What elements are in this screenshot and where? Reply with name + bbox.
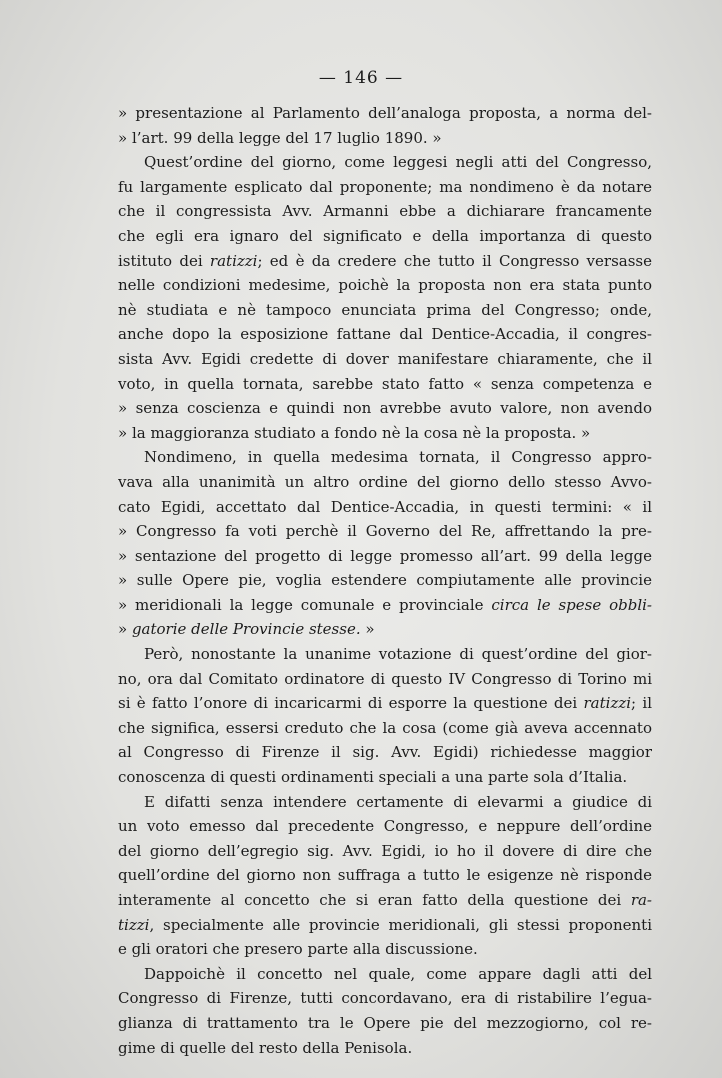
italic-segment: ratizzi	[583, 694, 632, 713]
text-segment: e gli oratori che presero parte alla discussione.	[118, 940, 478, 959]
text-segment: nelle condizioni medesime, poichè la proposta non era stata punto	[118, 276, 652, 295]
text-line	[118, 691, 652, 716]
text-line	[118, 740, 652, 765]
text-line	[118, 519, 652, 544]
text-line	[118, 544, 652, 569]
text-line	[118, 322, 652, 347]
italic-segment: ratizzi	[209, 251, 258, 270]
text-segment: » presentazione al Parlamento dell’analoga proposta, a norma del-	[118, 104, 652, 122]
text-line	[118, 347, 652, 372]
text-line	[118, 273, 652, 298]
text-segment: no, ora dal Comitato ordinatore di questo IV Congresso di Torino mi	[118, 669, 652, 688]
text-segment: Quest’ordine del giorno, come leggesi negli atti del Congresso,	[144, 153, 652, 172]
text-line	[118, 445, 652, 470]
text-segment: » Congresso fa voti perchè il Governo del Re, affrettando la pre-	[118, 522, 652, 541]
text-segment: che egli era ignaro del significato e della importanza di questo	[118, 226, 652, 245]
text-line	[118, 863, 652, 888]
text-line	[118, 986, 652, 1011]
text-line	[118, 593, 652, 618]
text-line	[118, 913, 652, 938]
text-segment: voto, in quella tornata, sarebbe stato fatto « senza competenza e	[118, 374, 652, 393]
text-segment: gime di quelle del resto della Penisola.	[118, 1038, 413, 1057]
text-line	[118, 372, 652, 397]
page-number: — 146 —	[318, 68, 404, 88]
text-segment: del giorno dell’egregio sig. Avv. Egidi, io ho il dovere di dire che	[118, 841, 652, 860]
text-segment: fu largamente esplicato dal proponente; ma nondimeno è da notare	[118, 177, 652, 196]
text-segment: quell’ordine del giorno non suffraga a tutto le esigenze nè risponde	[118, 866, 652, 885]
text-line	[118, 667, 652, 692]
text-segment: al Congresso di Firenze il sig. Avv. Egidi) richiedesse maggior	[118, 743, 652, 762]
text-line	[118, 224, 652, 249]
text-line	[118, 495, 652, 520]
text-line	[118, 470, 652, 495]
text-line	[118, 1011, 652, 1036]
text-segment: istituto dei	[118, 251, 210, 270]
text-line	[118, 175, 652, 200]
text-segment: Dappoichè il concetto nel quale, come appare dagli atti del	[144, 964, 652, 983]
text-segment: sista Avv. Egidi credette di dover manifestare chiaramente, che il	[118, 349, 652, 368]
text-line	[118, 150, 652, 175]
italic-segment: gatorie delle Provincie stesse.	[131, 620, 361, 639]
text-line	[118, 888, 652, 913]
text-line	[118, 421, 652, 446]
body-text	[118, 101, 652, 1060]
text-line	[118, 617, 652, 642]
text-segment: Però, nonostante la unanime votazione di quest’ordine del gior-	[144, 645, 652, 664]
text-segment: » meridionali la legge comunale e provinciale	[118, 595, 492, 614]
text-line	[118, 716, 652, 741]
text-segment: , specialmente alle provincie meridionali, gli stessi proponenti	[149, 915, 652, 934]
text-segment: Nondimeno, in quella medesima tornata, il Congresso appro-	[144, 448, 652, 467]
text-segment: vava alla unanimità un altro ordine del giorno dello stesso Avvo-	[118, 472, 652, 491]
text-line	[118, 249, 652, 274]
text-segment: un voto emesso dal precedente Congresso, e neppure dell’ordine	[118, 817, 652, 836]
text-line	[118, 1036, 652, 1061]
italic-segment: circa le spese obbli-	[491, 595, 652, 614]
text-line	[118, 765, 652, 790]
text-segment: » sentazione del progetto di legge promesso all’art. 99 della legge	[118, 546, 652, 565]
text-line	[118, 937, 652, 962]
text-segment: » la maggioranza studiato a fondo nè la cosa nè la proposta. »	[118, 423, 591, 442]
text-line	[118, 568, 652, 593]
text-line	[118, 101, 652, 126]
text-line	[118, 790, 652, 815]
text-line	[118, 839, 652, 864]
text-segment: interamente al concetto che si eran fatto della questione dei	[118, 891, 631, 909]
text-segment: glianza di trattamento tra le Opere pie del mezzogiorno, col re-	[118, 1013, 652, 1032]
text-line	[118, 396, 652, 421]
text-line	[118, 962, 652, 987]
text-segment: » sulle Opere pie, voglia estendere compiutamente alle provincie	[118, 571, 652, 590]
text-line	[118, 642, 652, 667]
text-line	[118, 814, 652, 839]
text-segment: nè studiata e nè tampoco enunciata prima del Congresso; onde,	[118, 300, 652, 319]
text-segment: ; ed è da credere che tutto il Congresso versasse	[257, 251, 652, 270]
text-segment: »	[118, 620, 132, 639]
text-line	[118, 298, 652, 323]
text-segment: E difatti senza intendere certamente di elevarmi a giudice di	[144, 792, 652, 811]
text-segment: ; il	[631, 694, 652, 713]
italic-segment: tizzi	[118, 915, 150, 934]
italic-segment: ra-	[630, 891, 652, 909]
text-segment: si è fatto l’onore di incaricarmi di esporre la questione dei	[118, 694, 584, 713]
text-segment: che il congressista Avv. Armanni ebbe a dichiarare francamente	[118, 202, 652, 221]
text-segment: cato Egidi, accettato dal Dentice-Accadia, in questi termini: « il	[118, 497, 652, 516]
text-segment: » senza coscienza e quindi non avrebbe avuto valore, non avendo	[118, 399, 652, 418]
text-segment: » l’art. 99 della legge del 17 luglio 1890. »	[118, 128, 442, 147]
text-segment: anche dopo la esposizione fattane dal Dentice-Accadia, il congres-	[118, 325, 652, 344]
text-segment: »	[360, 620, 375, 639]
text-line	[118, 199, 652, 224]
text-line	[118, 126, 652, 151]
text-segment: Congresso di Firenze, tutti concordavano, era di ristabilire l’egua-	[118, 989, 652, 1008]
text-segment: che significa, essersi creduto che la cosa (come già aveva accennato	[118, 718, 652, 737]
text-segment: conoscenza di questi ordinamenti speciali a una parte sola d’Italia.	[118, 768, 628, 787]
